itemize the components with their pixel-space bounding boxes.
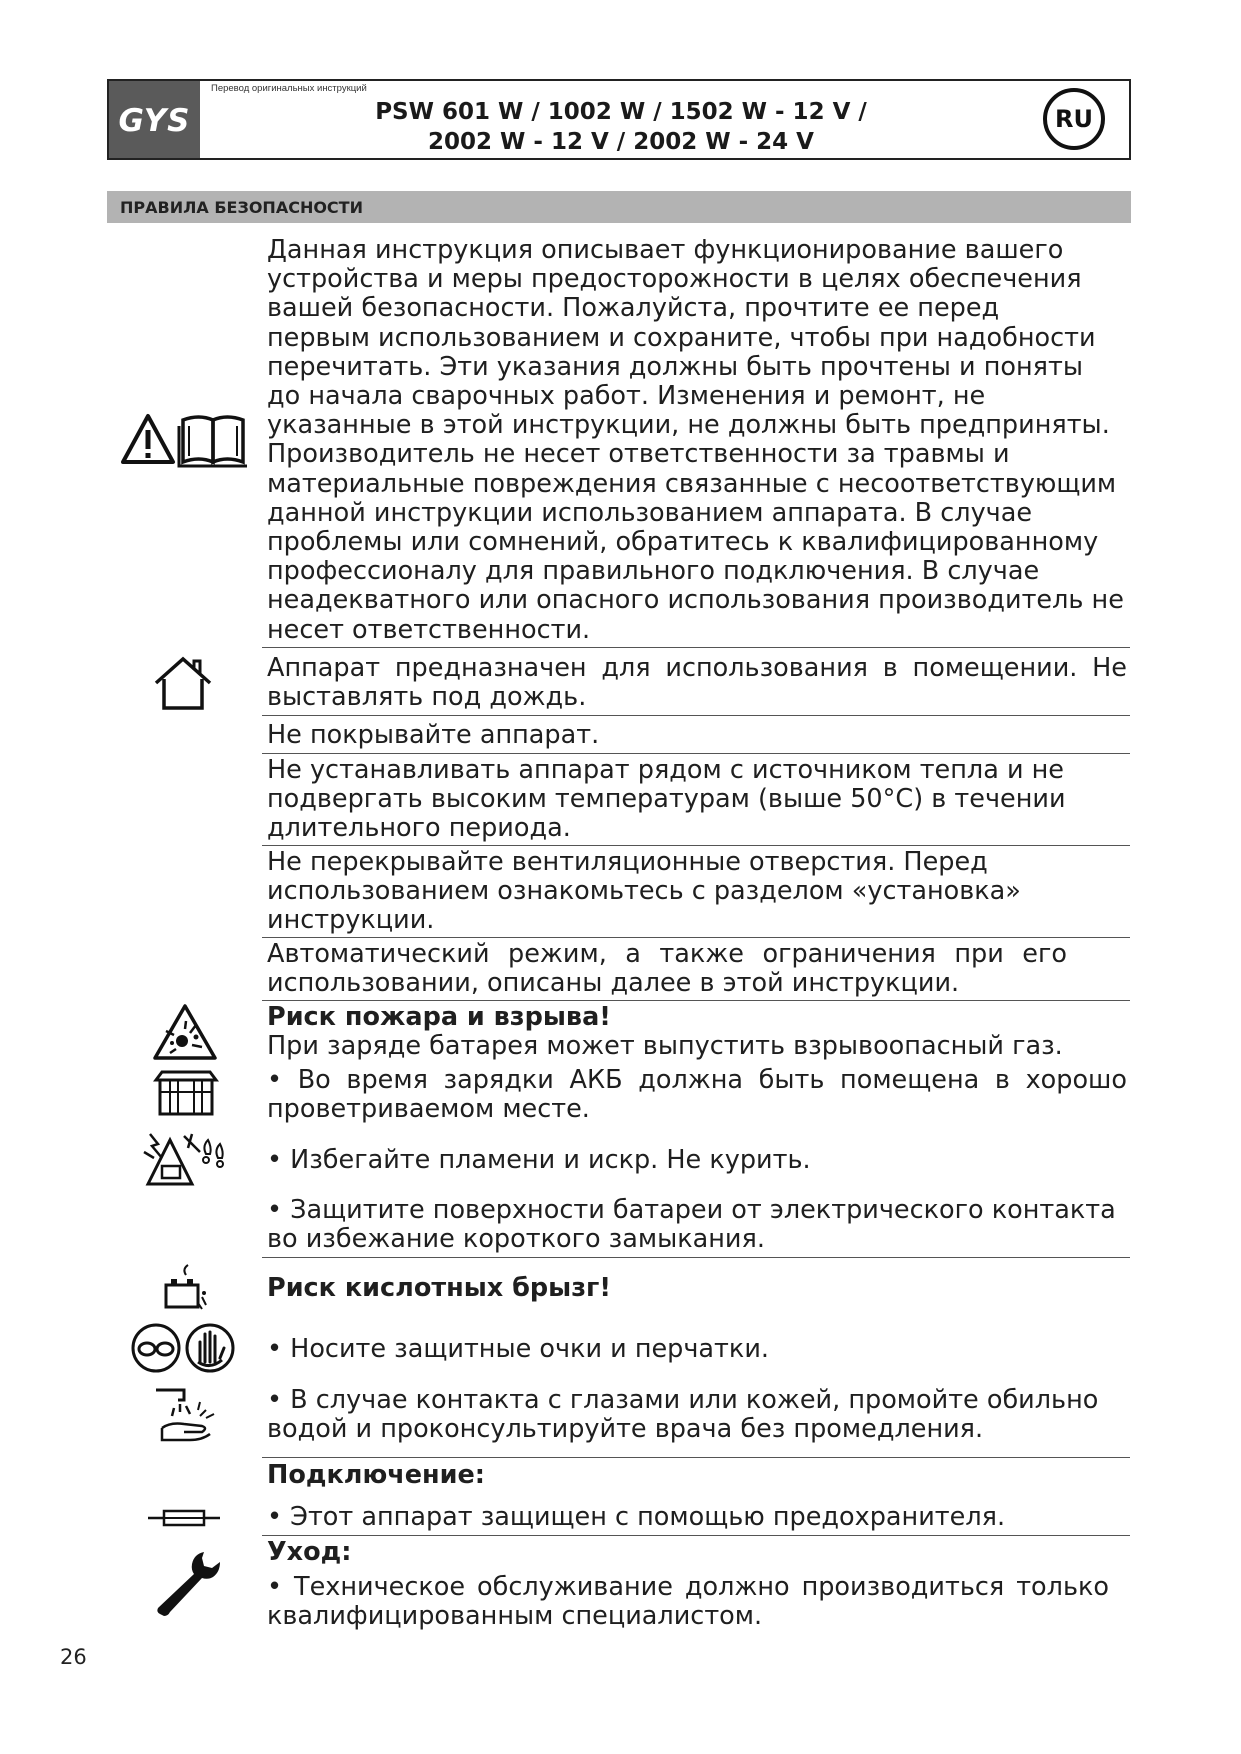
model-title-line-2: 2002 W - 12 V / 2002 W - 24 V [428, 129, 814, 155]
indoor-use-text-line-1: Аппарат предназначен для использования в помещении. Не [267, 653, 1127, 683]
intro-line: указанные в этой инструкции, не должны быть предприняты. [267, 410, 1110, 441]
intro-line: вашей безопасности. Пожалуйста, прочтите ее перед [267, 293, 1000, 324]
intro-line: до начала сварочных работ. Изменения и ремонт, не [267, 381, 986, 412]
ventilated-area-icon [152, 1070, 220, 1116]
intro-line: Производитель не несет ответственности за травмы и [267, 439, 1010, 470]
divider [262, 1257, 1130, 1258]
auto-mode-text-line-1: Автоматический режим, а также ограничения при его [267, 939, 1067, 969]
gys-logo [109, 81, 200, 158]
rinse-with-water-icon [150, 1382, 224, 1444]
divider [262, 937, 1130, 938]
fuse-icon [148, 1508, 220, 1528]
acid-battery-icon [160, 1263, 210, 1311]
wrench-icon [150, 1548, 222, 1618]
section-heading-bar [107, 191, 1131, 223]
auto-mode-text-line-2: использовании, описаны далее в этой инструкции. [267, 968, 960, 998]
intro-line: неадекватного или опасного использования производитель не [267, 585, 1124, 616]
divider [262, 1535, 1130, 1536]
indoor-house-icon [152, 655, 214, 711]
ventilated-place-text-line-1: • Во время зарядки АКБ должна быть помещена в хорошо [267, 1065, 1127, 1095]
ventilation-line: инструкции. [267, 905, 435, 936]
divider [262, 1457, 1130, 1458]
eye-skin-contact-line: • В случае контакта с глазами или кожей, промойте обильно [267, 1385, 1099, 1415]
acid-risk-heading: Риск кислотных брызг! [267, 1273, 612, 1303]
model-title-line-1: PSW 601 W / 1002 W / 1502 W - 12 V / [375, 99, 867, 125]
no-cover-text: Не покрывайте аппарат. [267, 720, 600, 750]
indoor-use-text-line-2: выставлять под дождь. [267, 682, 587, 712]
intro-paragraph [267, 236, 1127, 645]
no-flames-sparks-icon [140, 1130, 230, 1186]
divider [262, 845, 1130, 846]
language-badge: RU [1043, 88, 1105, 150]
warning-manual-icon [121, 412, 247, 468]
care-heading: Уход: [267, 1537, 352, 1567]
explosive-gas-text: При заряде батарея может выпустить взрывоопасный газ. [267, 1031, 1063, 1061]
ventilation-line: Не перекрывайте вентиляционные отверстия. Перед [267, 847, 988, 877]
ventilated-place-text-line-2: проветриваемом месте. [267, 1094, 590, 1124]
battery-contact-text [267, 1196, 1127, 1254]
logo-text: GYS [118, 103, 191, 139]
divider [262, 715, 1130, 716]
maintenance-text-line-1: • Техническое обслуживание должно производиться только [267, 1572, 1109, 1602]
heat-line: длительного периода. [267, 813, 571, 844]
goggles-gloves-icon [130, 1322, 238, 1374]
intro-line: перечитать. Эти указания должны быть прочтены и поняты [267, 351, 1083, 382]
eye-skin-contact-text [267, 1386, 1127, 1444]
ventilation-line: использованием ознакомьтесь с разделом «установка» [267, 876, 1021, 907]
fuse-protection-text: • Этот аппарат защищен с помощью предохранителя. [267, 1502, 1006, 1532]
explosion-warning-icon [152, 1003, 218, 1061]
divider [262, 647, 1130, 648]
heat-line: Не устанавливать аппарат рядом с источником тепла и не [267, 755, 1064, 785]
goggles-gloves-text: • Носите защитные очки и перчатки. [267, 1334, 769, 1364]
divider [262, 1000, 1130, 1001]
intro-line: несет ответственности. [267, 614, 591, 645]
eye-skin-contact-line: водой и проконсультируйте врача без промедления. [267, 1414, 984, 1445]
battery-contact-line: • Защитите поверхности батареи от электрического контакта [267, 1195, 1116, 1225]
intro-line: профессионалу для правильного подключения. В случае [267, 556, 1040, 587]
connection-heading: Подключение: [267, 1460, 486, 1490]
maintenance-text-line-2: квалифицированным специалистом. [267, 1601, 763, 1631]
divider [262, 753, 1130, 754]
avoid-flames-text: • Избегайте пламени и искр. Не курить. [267, 1145, 811, 1175]
battery-contact-line: во избежание короткого замыкания. [267, 1224, 765, 1255]
heat-warning-text [267, 756, 1127, 844]
page-number: 26 [60, 1645, 87, 1669]
intro-line: проблемы или сомнений, обратитесь к квалифицированному [267, 527, 1099, 558]
fire-risk-heading: Риск пожара и взрыва! [267, 1002, 611, 1032]
intro-line: устройства и меры предосторожности в целях обеспечения [267, 264, 1082, 295]
intro-line: материальные повреждения связанные с несоответствующим [267, 468, 1117, 499]
section-title: ПРАВИЛА БЕЗОПАСНОСТИ [120, 198, 363, 217]
intro-line: данной инструкции использованием аппарата. В случае [267, 497, 1033, 528]
intro-line: первым использованием и сохраните, чтобы при надобности [267, 322, 1096, 353]
heat-line: подвергать высоким температурам (выше 50°C) в течении [267, 784, 1066, 815]
document-header [107, 79, 1131, 160]
ventilation-text [267, 848, 1127, 936]
translation-note: Перевод оригинальных инструкций [211, 83, 367, 94]
intro-line: Данная инструкция описывает функционирование вашего [267, 235, 1064, 265]
